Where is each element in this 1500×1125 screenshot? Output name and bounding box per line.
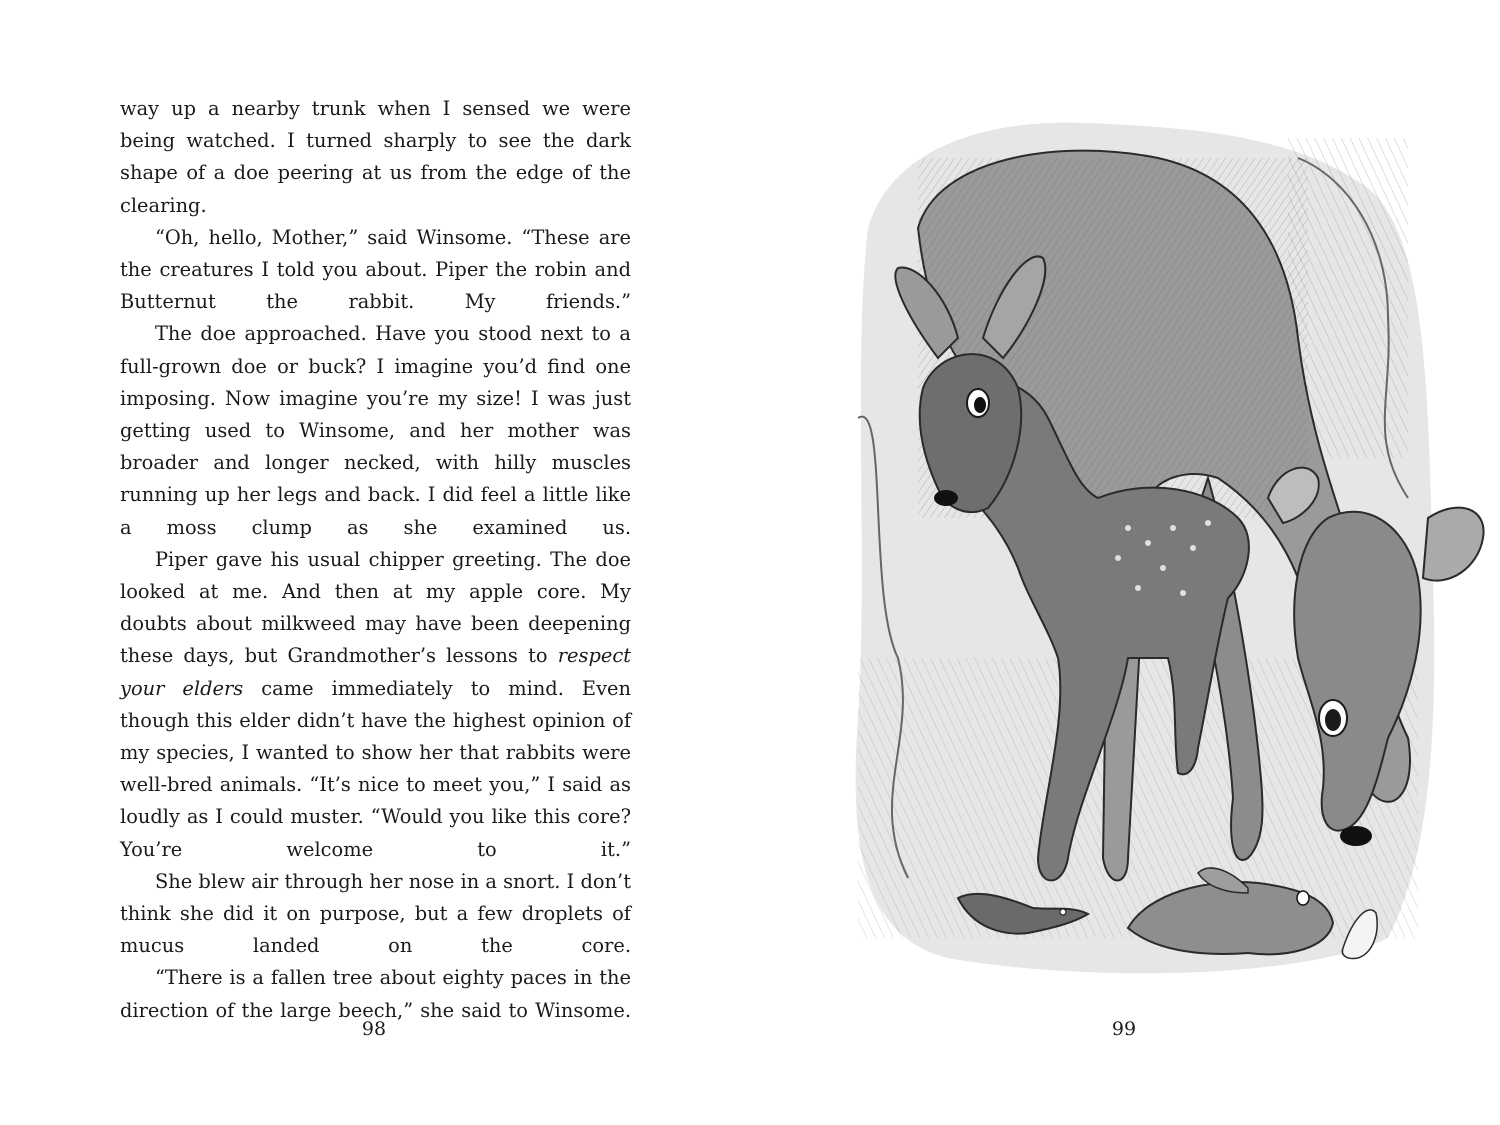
rabbit-eye — [1297, 891, 1309, 905]
paragraph: “Oh, hello, Mother,” said Winsome. “These are the creatures I told you about. Piper the robin and Butternut the rabbit. My friends.” — [120, 225, 631, 314]
right-page — [750, 0, 1500, 1125]
paragraph: “There is a fallen tree about eighty paces in the direction of the large beech,” she said to Winsome. — [120, 966, 631, 1022]
fawn-nose — [934, 490, 958, 506]
paragraph: way up a nearby trunk when I sensed we were being watched. I turned sharply to see the dark shape of a doe peering at us from the edge of the clearing. — [120, 97, 631, 217]
paragraph: She blew air through her nose in a snort. I don’t think she did it on purpose, but a few droplets of mucus landed on the core. — [120, 869, 631, 958]
doe-ear — [1423, 508, 1484, 581]
doe-pupil — [1325, 709, 1341, 731]
paragraph: The doe approached. Have you stood next to a full-grown doe or buck? I imagine you’d find one imposing. Now imagine you’re my size! I was just getting used to Winsome, and her mother was broader and longer necked, with hilly muscles running up her legs and back. I did feel a little like a moss clump as she examined us. — [120, 322, 631, 539]
body-text — [120, 93, 631, 1027]
deer-illustration — [828, 98, 1500, 993]
paragraph-text: Piper gave his usual chipper greeting. The doe looked at me. And then at my apple core. My doubts about milkweed may have been deepening these days, but Grandmother’s lessons to — [120, 547, 631, 668]
paragraph-text: came immediately to mind. Even though this elder didn’t have the highest opinion of my species, I wanted to show her that rabbits were well-bred animals. “It’s nice to meet you,” I said as loudly as I could muster. “Would you like this core? You’re welcome to it.” — [120, 676, 632, 861]
page-number: 98 — [361, 1018, 387, 1040]
page-number: 99 — [1111, 1018, 1137, 1040]
paragraph — [120, 544, 631, 866]
illustration-drawing — [828, 98, 1500, 993]
doe-nose — [1340, 826, 1372, 846]
robin-eye — [1060, 909, 1066, 915]
italic-phrase: respect your elders — [120, 644, 631, 700]
fawn-pupil — [974, 397, 986, 413]
